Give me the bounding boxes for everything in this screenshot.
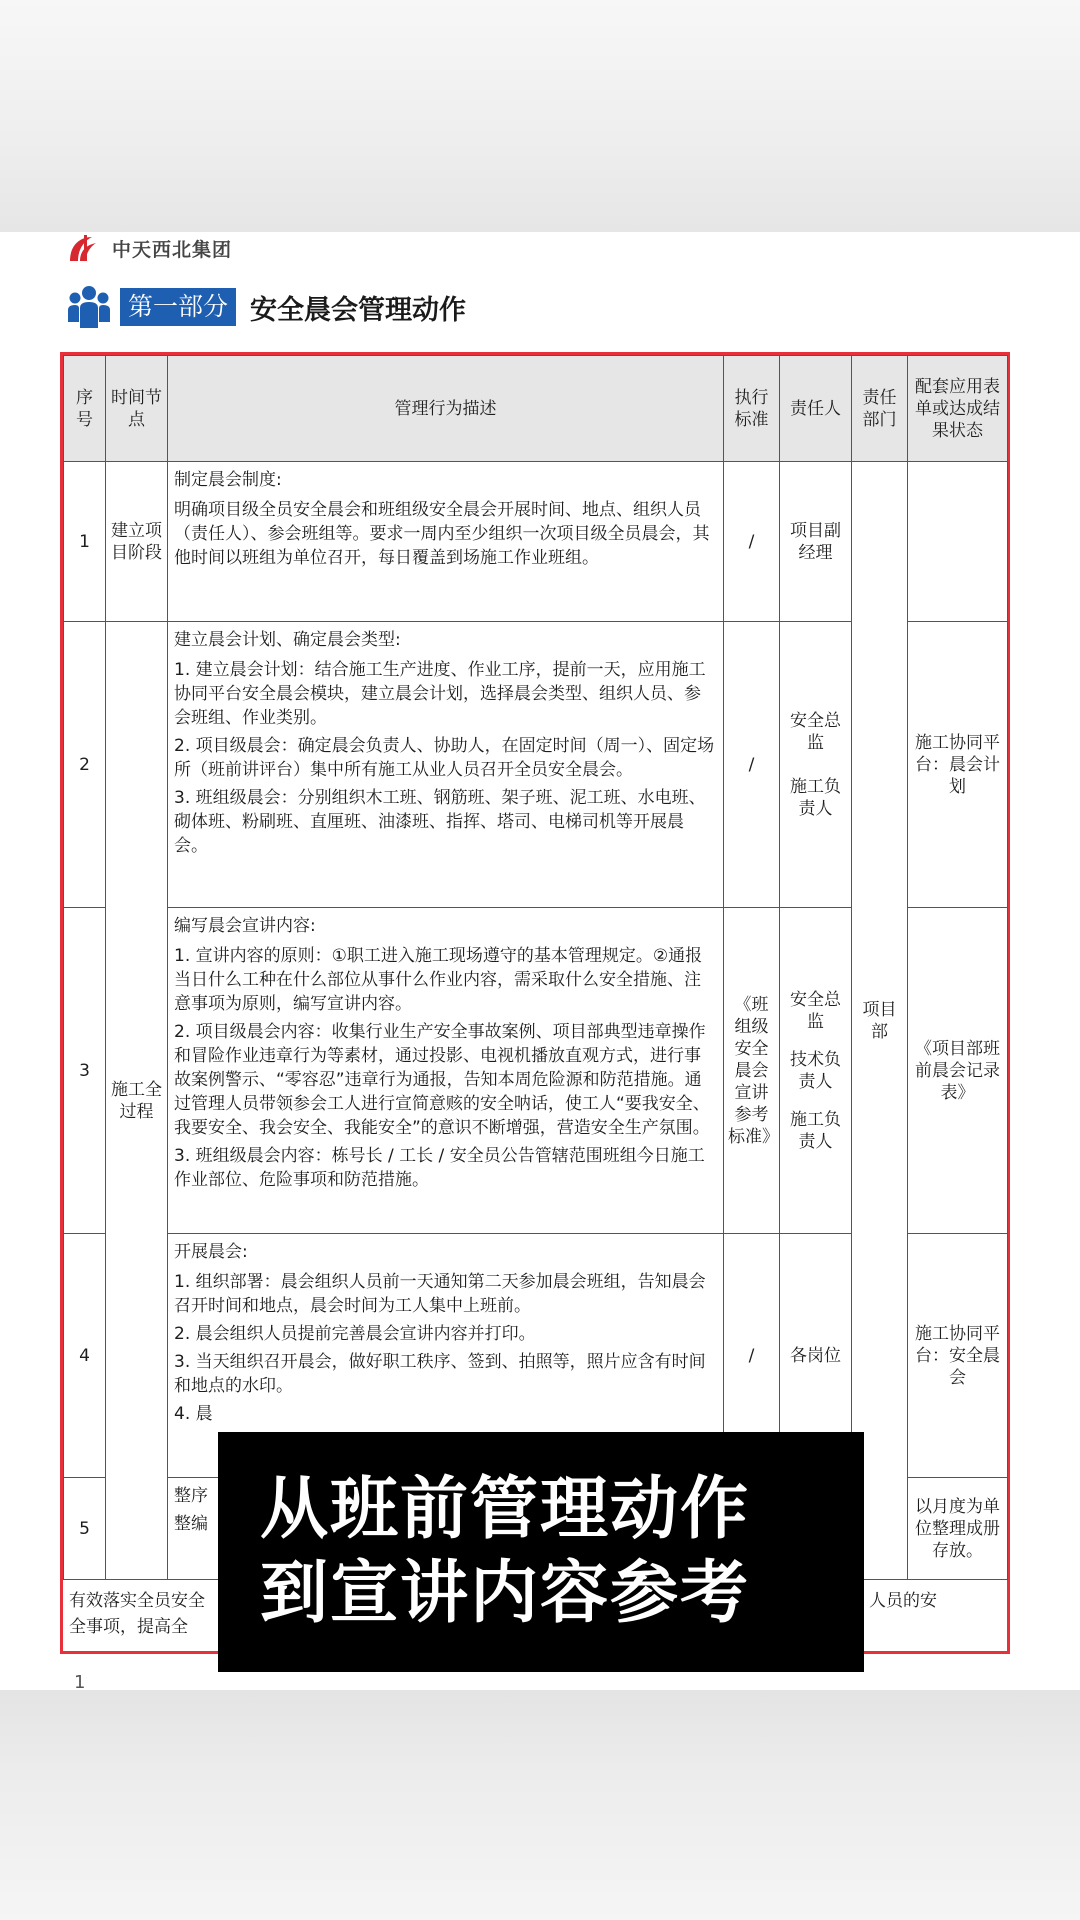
page-number: 1 — [74, 1672, 86, 1693]
desc-item: 1. 组织部署：晨会组织人员前一天通知第二天参加晨会班组，告知晨会召开时间和地点，晨会时间为工人集中上班前。 — [174, 1272, 706, 1316]
row-time: 建立项目阶段 — [106, 462, 168, 622]
desc-title: 建立晨会计划、确定晨会类型: — [174, 630, 401, 650]
row-no: 4 — [64, 1234, 106, 1478]
people-icon — [66, 284, 112, 330]
desc-item: 整编 — [174, 1514, 208, 1534]
company-name: 中天西北集团 — [112, 238, 233, 261]
part-tag: 第一部分 — [120, 288, 236, 326]
row-no: 5 — [64, 1478, 106, 1580]
row-form: 施工协同平台：安全晨会 — [908, 1234, 1008, 1478]
owner-name: 施工负责人 — [790, 776, 841, 819]
footnote-right: 人员的安 — [869, 1591, 937, 1611]
desc-item: 2. 项目级晨会：确定晨会负责人、协助人，在固定时间（周一）、固定场所（班前讲评台）集中所有施工从业人员召开全员安全晨会。 — [174, 736, 715, 780]
row-no: 2 — [64, 622, 106, 908]
desc-title: 编写晨会宣讲内容: — [174, 916, 316, 936]
table-row — [64, 462, 1008, 622]
footnote-left: 有效落实全员安全 — [69, 1591, 205, 1611]
header-time: 时间节点 — [106, 356, 168, 462]
row-dept: 项目部 — [852, 462, 908, 1580]
desc-item: 2. 晨会组织人员提前完善晨会宣讲内容并打印。 — [174, 1324, 536, 1344]
row-form: 以月度为单位整理成册存放。 — [908, 1478, 1008, 1580]
owner-name: 安全总监 — [790, 989, 841, 1032]
desc-item: 4. 晨 — [174, 1404, 213, 1424]
row-owner — [780, 908, 852, 1234]
section-header — [66, 282, 466, 332]
management-table — [63, 355, 1008, 1580]
desc-item: 明确项目级全员安全晨会和班组级安全晨会开展时间、地点、组织人员（责任人）、参会班组等。要求一周内至少组织一次项目级全员晨会，其他时间以班组为单位召开，每日覆盖到场施工作业班组。 — [174, 500, 710, 568]
owner-name: 各岗位 — [790, 1345, 841, 1366]
row-desc — [168, 462, 724, 622]
table-header-row — [64, 356, 1008, 462]
row-form — [908, 462, 1008, 622]
owner-name: 安全总监 — [790, 710, 841, 753]
section-title: 安全晨会管理动作 — [250, 294, 467, 326]
row-standard: / — [724, 1234, 780, 1478]
row-standard: / — [724, 622, 780, 908]
desc-item: 3. 班组级晨会内容：栋号长 / 工长 / 安全员公告管辖范围班组今日施工作业部位、危险事项和防范措施。 — [174, 1146, 705, 1190]
row-owner — [780, 622, 852, 908]
row-form: 《项目部班前晨会记录表》 — [908, 908, 1008, 1234]
desc-item: 3. 班组级晨会：分别组织木工班、钢筋班、架子班、泥工班、水电班、砌体班、粉刷班、直厘班、油漆班、指挥、塔司、电梯司机等开展晨会。 — [174, 788, 706, 856]
video-caption — [218, 1432, 864, 1672]
company-logo — [66, 232, 232, 264]
desc-item: 3. 当天组织召开晨会，做好职工秩序、签到、拍照等，照片应含有时间和地点的水印。 — [174, 1352, 706, 1396]
row-owner — [780, 462, 852, 622]
desc-item: 1. 宣讲内容的原则：①职工进入施工现场遵守的基本管理规定。②通报当日什么工种在什么部位从事什么作业内容，需采取什么安全措施、注意事项为原则，编写宣讲内容。 — [174, 946, 703, 1014]
owner-name: 施工负责人 — [790, 1109, 841, 1152]
header-form: 配套应用表单或达成结果状态 — [908, 356, 1008, 462]
header-standard: 执行标准 — [724, 356, 780, 462]
footnote-left-2: 全事项，提高全 — [69, 1617, 188, 1637]
header-no: 序号 — [64, 356, 106, 462]
row-form: 施工协同平台：晨会计划 — [908, 622, 1008, 908]
caption-line-1: 从班前管理动作 — [260, 1470, 751, 1549]
desc-title: 开展晨会: — [174, 1242, 248, 1262]
bottom-blur-band — [0, 1690, 1080, 1920]
desc-item: 2. 项目级晨会内容：收集行业生产安全事故案例、项目部典型违章操作和冒险作业违章行为等素材，通过投影、电视机播放直观方式，进行事故案例警示、“零容忍”违章行为通报，告知本周危险源和防范措施。通过管理人员带领参会工人进行宣简意赅的安全呐话，使工人“要我安全、我要安全、我会安全、我能安全”的意识不断增强，营造安全生产氛围。 — [174, 1022, 710, 1138]
owner-name: 技术负责人 — [790, 1049, 841, 1092]
row-desc — [168, 622, 724, 908]
row-no: 3 — [64, 908, 106, 1234]
desc-item: 1. 建立晨会计划：结合施工生产进度、作业工序，提前一天，应用施工协同平台安全晨会模块，建立晨会计划，选择晨会类型、组织人员、参会班组、作业类别。 — [174, 660, 706, 728]
header-dept: 责任部门 — [852, 356, 908, 462]
desc-title: 制定晨会制度: — [174, 470, 282, 490]
row-desc — [168, 908, 724, 1234]
owner-name: 项目副经理 — [790, 520, 841, 563]
desc-item: 整序 — [174, 1486, 208, 1506]
row-no: 1 — [64, 462, 106, 622]
row-standard: 《班组级安全晨会宣讲参考标准》 — [724, 908, 780, 1234]
header-owner: 责任人 — [780, 356, 852, 462]
caption-line-2: 到宣讲内容参考 — [260, 1554, 751, 1633]
row-standard: / — [724, 462, 780, 622]
company-logo-icon — [66, 233, 104, 263]
top-blur-band — [0, 0, 1080, 232]
row-time-shared: 施工全过程 — [106, 622, 168, 1580]
header-desc: 管理行为描述 — [168, 356, 724, 462]
